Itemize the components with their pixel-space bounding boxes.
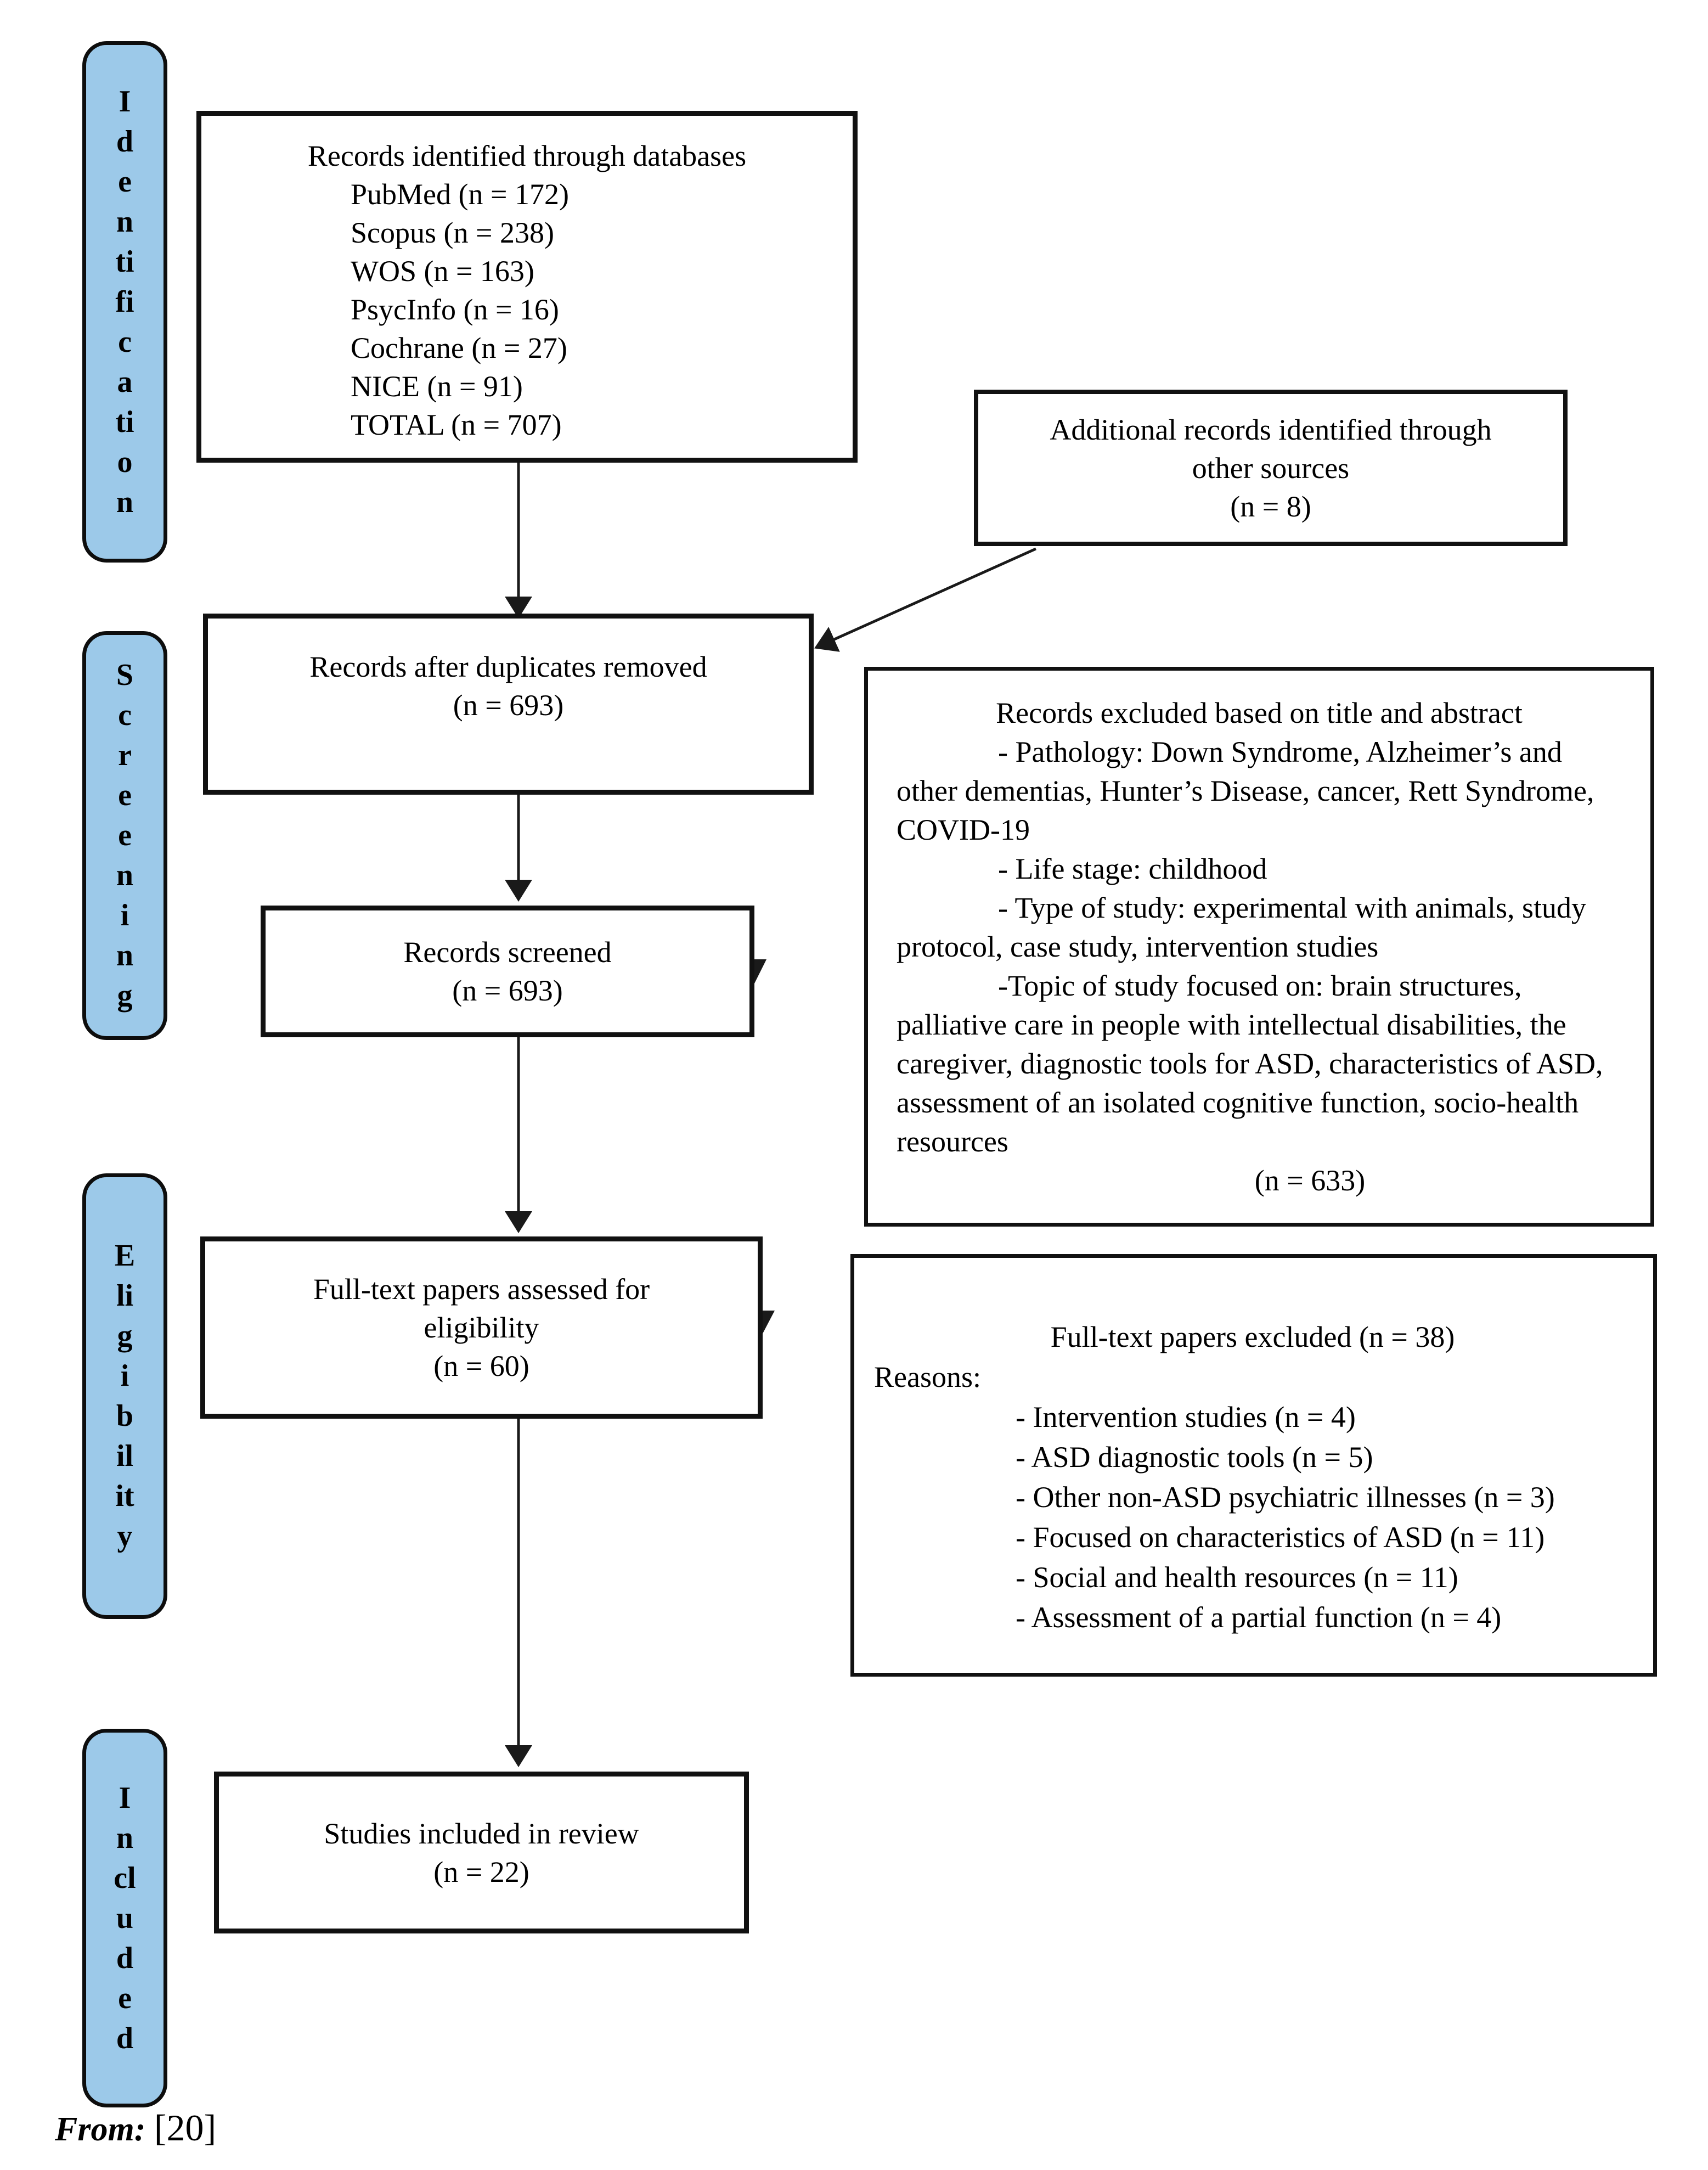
stage-identification-letter: o <box>117 445 133 479</box>
records-excluded-title: Records excluded based on title and abstract <box>996 696 1523 729</box>
stage-screening-letter: g <box>117 979 133 1013</box>
fulltext-excluded-reasons-label: Reasons: <box>874 1361 981 1393</box>
database-count: WOS (n = 163) <box>351 255 534 288</box>
stage-eligibility-letter: b <box>116 1399 134 1433</box>
stage-identification <box>82 41 167 563</box>
fulltext-assessed-box <box>200 1236 763 1419</box>
exclusion-reason: - Focused on characteristics of ASD (n = 11) <box>1016 1521 1545 1554</box>
source-label: From: <box>55 2111 146 2148</box>
citation-reference: [20] <box>154 2107 217 2149</box>
database-count: Cochrane (n = 27) <box>351 331 567 364</box>
stage-eligibility-letter: g <box>117 1319 133 1353</box>
additional-records-line: other sources <box>1192 451 1350 485</box>
stage-screening-letter: n <box>116 858 134 892</box>
stage-identification-letter: n <box>116 204 134 239</box>
stage-screening-letter: c <box>118 698 132 732</box>
stage-included-letter: cl <box>114 1860 136 1895</box>
stage-eligibility-letter: li <box>116 1279 134 1313</box>
duplicates-removed-count: (n = 693) <box>453 689 564 722</box>
additional-records-line: Additional records identified through <box>1050 413 1492 446</box>
fulltext-assessed-line: Full-text papers assessed for <box>313 1273 650 1306</box>
exclusion-reason: - Social and health resources (n = 11) <box>1016 1561 1458 1594</box>
exclusion-reason: - Type of study: experimental with animals, study protocol, case study, intervention studies <box>897 891 1587 963</box>
database-count: NICE (n = 91) <box>351 370 523 403</box>
fulltext-excluded-title: Full-text papers excluded (n = 38) <box>1050 1320 1455 1353</box>
stage-included-letter: e <box>118 1981 132 2015</box>
fulltext-assessed-count: (n = 60) <box>433 1350 529 1382</box>
records-identified-box <box>196 111 858 463</box>
exclusion-reason: - ASD diagnostic tools (n = 5) <box>1016 1441 1373 1474</box>
records-excluded-count: (n = 633) <box>1254 1164 1366 1197</box>
source-citation <box>55 2109 216 2149</box>
studies-included-count: (n = 22) <box>433 1855 529 1888</box>
stage-eligibility-letter: il <box>116 1439 134 1473</box>
stage-screening-letter: S <box>116 658 134 692</box>
exclusion-reason: - Life stage: childhood <box>998 852 1267 885</box>
stage-identification-letter: c <box>118 324 132 359</box>
additional-records-box <box>974 390 1568 546</box>
stage-eligibility-letter: y <box>117 1519 133 1553</box>
stage-screening <box>82 631 167 1040</box>
exclusion-reason: - Intervention studies (n = 4) <box>1016 1401 1356 1433</box>
fulltext-excluded-box <box>850 1254 1657 1677</box>
stage-eligibility-letter: i <box>120 1359 129 1393</box>
stage-identification-letter: fi <box>115 284 134 319</box>
stage-screening-letter: e <box>118 818 132 852</box>
database-count: PsycInfo (n = 16) <box>351 293 559 326</box>
studies-included-box <box>214 1772 749 1933</box>
duplicates-removed-line: Records after duplicates removed <box>309 650 707 683</box>
stage-included-letter: d <box>116 1941 134 1975</box>
stage-included-letter: d <box>116 2021 134 2055</box>
records-screened-line: Records screened <box>403 936 612 969</box>
exclusion-reason: - Pathology: Down Syndrome, Alzheimer’s and other dementias, Hunter’s Disease, cancer, Rett Syndrome, COVID-19 <box>897 735 1594 846</box>
stage-eligibility-letter: it <box>115 1479 134 1513</box>
records-excluded-box <box>864 667 1654 1227</box>
studies-included-line: Studies included in review <box>324 1817 639 1850</box>
stage-included <box>82 1729 167 2107</box>
stage-eligibility-letter: E <box>114 1239 136 1273</box>
stage-identification-letter: n <box>116 485 134 519</box>
stage-identification-letter: e <box>118 164 132 199</box>
database-count: Scopus (n = 238) <box>351 216 554 249</box>
records-identified-counts <box>351 175 853 444</box>
stage-identification-letter: a <box>117 364 133 399</box>
records-identified-title: Records identified through databases <box>307 139 747 172</box>
additional-records-count: (n = 8) <box>1230 490 1311 523</box>
stage-identification-letter: d <box>116 124 134 159</box>
stage-included-letter: n <box>116 1820 134 1855</box>
stage-identification-letter: I <box>119 84 131 119</box>
exclusion-reason: - Other non-ASD psychiatric illnesses (n = 3) <box>1016 1481 1555 1514</box>
stage-included-letter: I <box>119 1780 131 1815</box>
exclusion-reason: -Topic of study focused on: brain structures, palliative care in people with intellectual disabilities, the caregiver, diagnostic tools for ASD, characteristics of ASD, assessment of an isolated cognitive function, socio-health resources <box>897 969 1603 1158</box>
stage-screening-letter: e <box>118 778 132 812</box>
duplicates-removed-box <box>203 614 814 795</box>
stage-eligibility <box>82 1173 167 1619</box>
records-screened-box <box>261 906 754 1037</box>
records-screened-count: (n = 693) <box>452 974 563 1007</box>
stage-identification-letter: ti <box>115 404 134 439</box>
fulltext-excluded-reasons <box>1016 1397 1631 1638</box>
exclusion-reason: - Assessment of a partial function (n = 4) <box>1016 1601 1502 1634</box>
stage-screening-letter: r <box>118 738 132 772</box>
stage-screening-letter: i <box>120 898 129 932</box>
fulltext-assessed-line: eligibility <box>424 1311 539 1344</box>
stage-included-letter: u <box>116 1901 134 1935</box>
arrow-additional-to-duplicates <box>832 549 1036 640</box>
stage-identification-letter: ti <box>115 244 134 279</box>
database-count: PubMed (n = 172) <box>351 178 569 211</box>
stage-screening-letter: n <box>116 938 134 972</box>
database-count: TOTAL (n = 707) <box>351 408 562 441</box>
